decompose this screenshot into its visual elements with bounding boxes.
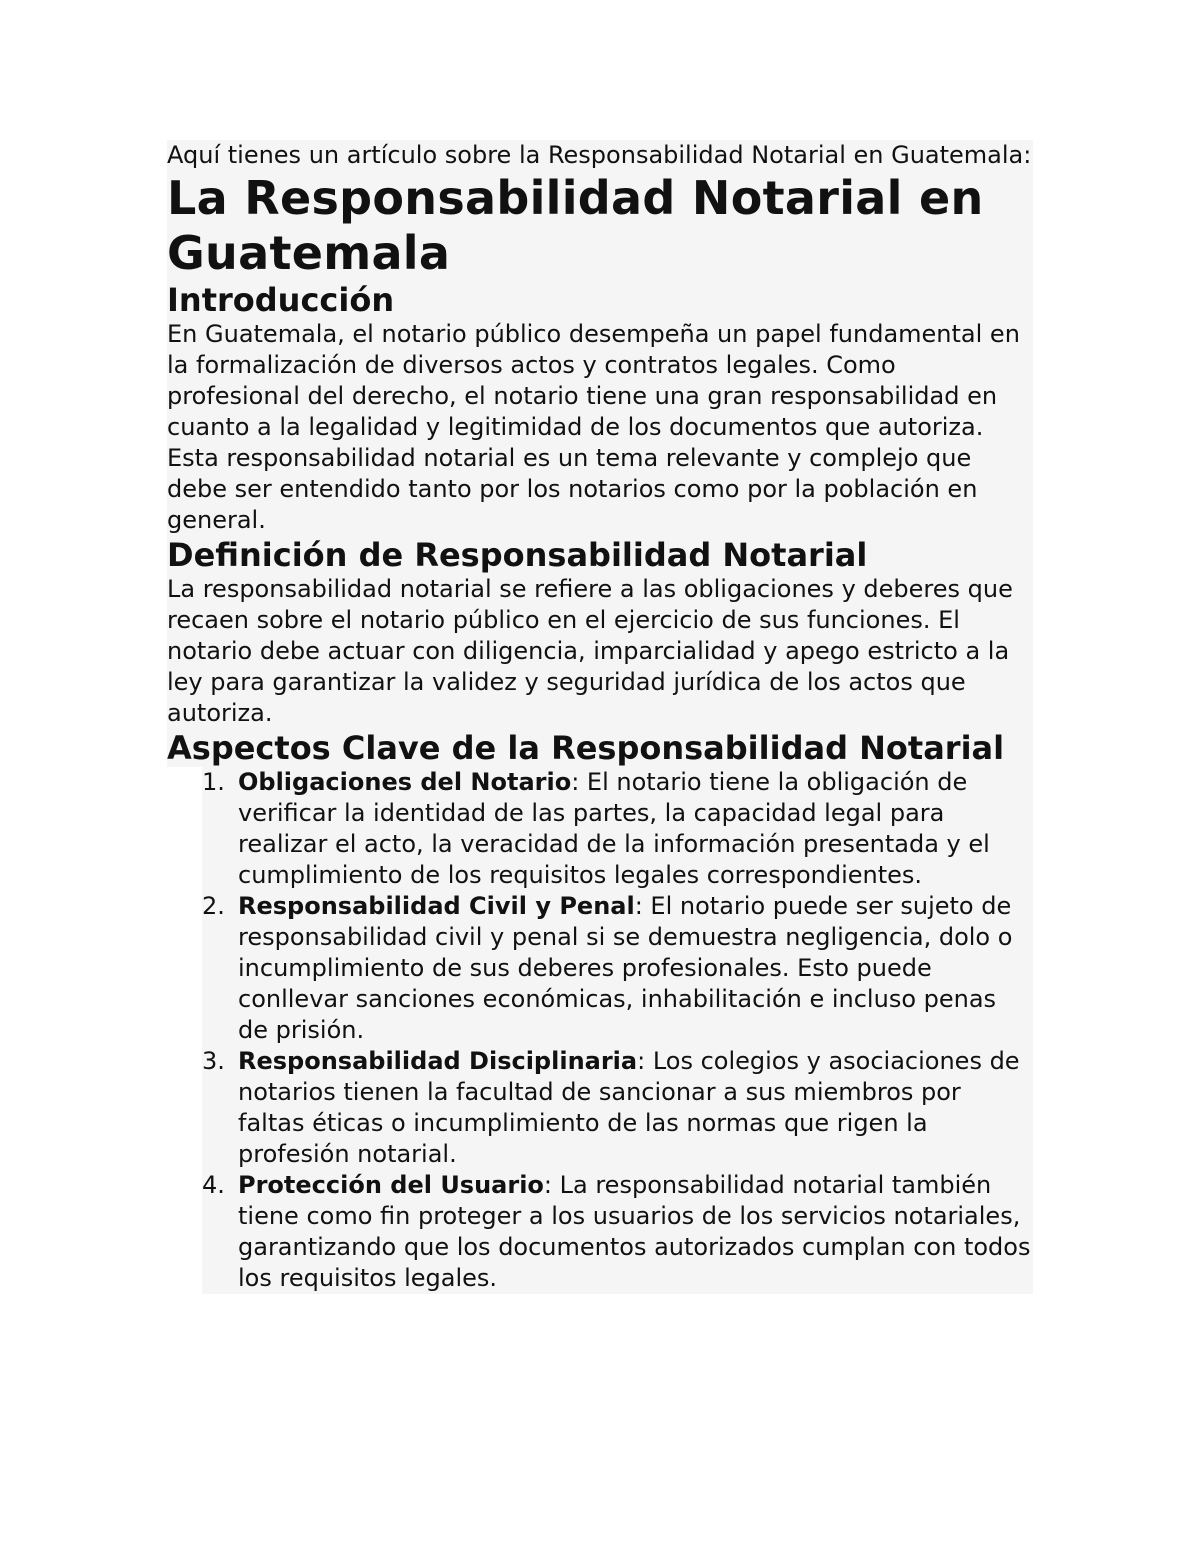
list-item-text: : El notario tiene la obligación de verificar la identidad de las partes, la capacidad legal para realizar el acto, la veracidad de la información presentada y el cumplimiento de los requisitos legales correspondientes. (238, 768, 990, 889)
section-heading-introduction: Introducción (167, 281, 1033, 319)
list-number: 3. (202, 1047, 225, 1075)
document-page (167, 140, 1033, 1294)
list-number: 1. (202, 768, 225, 796)
list-item-term: Protección del Usuario (238, 1171, 544, 1199)
list-item (202, 1170, 1033, 1294)
intro-line: Aquí tienes un artículo sobre la Responsabilidad Notarial en Guatemala: (167, 141, 1032, 169)
section-text-definition: La responsabilidad notarial se refiere a las obligaciones y deberes que recaen sobre el notario público en el ejercicio de sus funciones. El notario debe actuar con diligencia, imparcialidad y apego estricto a la ley para garantizar la validez y seguridad jurídica de los actos que autoriza. (167, 574, 1033, 729)
list-item (202, 767, 1033, 891)
list-number: 2. (202, 892, 225, 920)
list-item-text: : Los colegios y asociaciones de notarios tienen la facultad de sancionar a sus miembros por faltas éticas o incumplimiento de las normas que rigen la profesión notarial. (238, 1047, 1020, 1168)
list-item-term: Responsabilidad Civil y Penal (238, 892, 635, 920)
list-item (202, 1046, 1033, 1170)
list-item-text: : La responsabilidad notarial también tiene como fin proteger a los usuarios de los servicios notariales, garantizando que los documentos autorizados cumplan con todos los requisitos legales. (238, 1171, 1031, 1292)
list-item-term: Obligaciones del Notario (238, 768, 572, 796)
key-aspects-list (202, 767, 1033, 1294)
document-title: La Responsabilidad Notarial en Guatemala (167, 171, 1033, 281)
section-text-introduction: En Guatemala, el notario público desempeña un papel fundamental en la formalización de diversos actos y contratos legales. Como profesional del derecho, el notario tiene una gran responsabilidad en cuanto a la legalidad y legitimidad de los documentos que autoriza. Esta responsabilidad notarial es un tema relevante y complejo que debe ser entendido tanto por los notarios como por la población en general. (167, 319, 1033, 536)
list-item (202, 891, 1033, 1046)
list-item-text: : El notario puede ser sujeto de responsabilidad civil y penal si se demuestra negligencia, dolo o incumplimiento de sus deberes profesionales. Esto puede conllevar sanciones económicas, inhabilitación e incluso penas de prisión. (238, 892, 1013, 1044)
list-number: 4. (202, 1171, 225, 1199)
section-heading-key-aspects: Aspectos Clave de la Responsabilidad Notarial (167, 729, 1033, 767)
list-item-term: Responsabilidad Disciplinaria (238, 1047, 638, 1075)
section-heading-definition: Definición de Responsabilidad Notarial (167, 536, 1033, 574)
